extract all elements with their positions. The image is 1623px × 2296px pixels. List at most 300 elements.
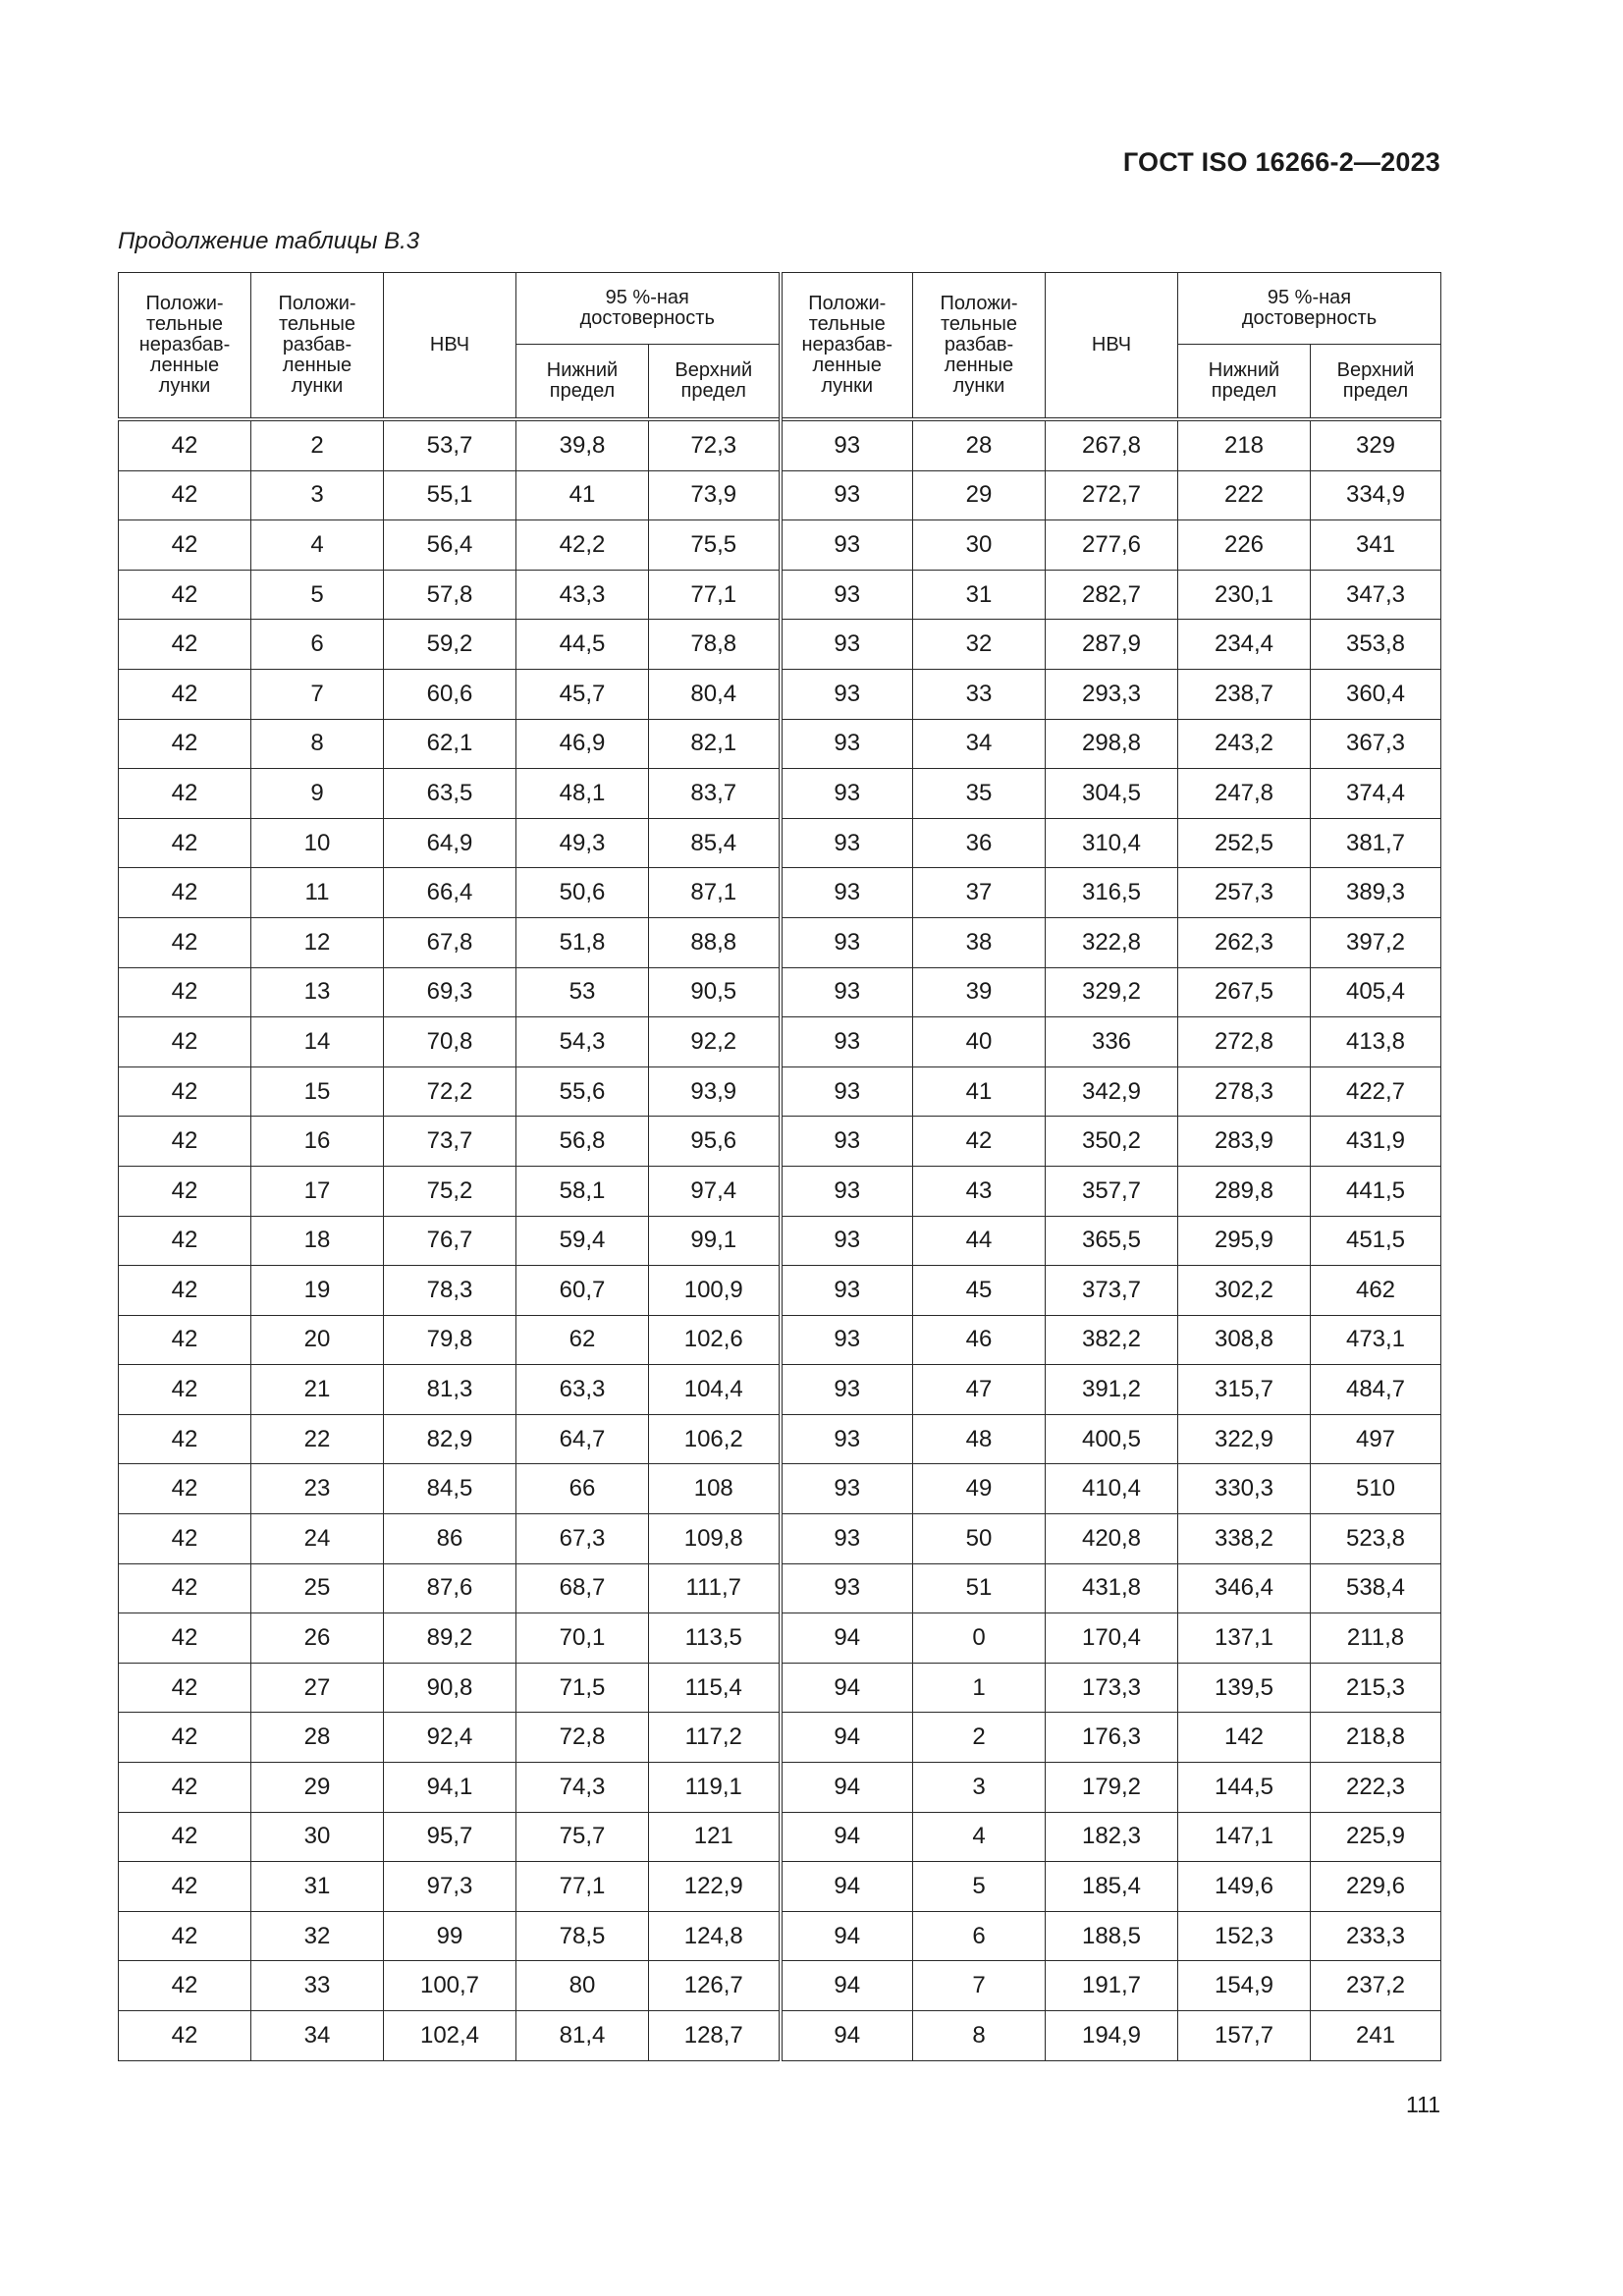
table-cell: 170,4 [1046, 1613, 1178, 1664]
table-cell: 389,3 [1311, 868, 1441, 918]
table-cell: 93 [781, 719, 913, 769]
table-cell: 42 [913, 1117, 1046, 1167]
table-cell: 93 [781, 419, 913, 470]
table-cell: 329,2 [1046, 967, 1178, 1017]
table-cell: 92,4 [384, 1713, 516, 1763]
table-cell: 71,5 [516, 1663, 649, 1713]
table-cell: 51 [913, 1563, 1046, 1613]
table-cell: 55,6 [516, 1066, 649, 1117]
table-cell: 42 [119, 868, 251, 918]
table-cell: 97,4 [649, 1166, 781, 1216]
table-cell: 237,2 [1311, 1961, 1441, 2011]
table-cell: 34 [251, 2011, 384, 2061]
table-cell: 78,5 [516, 1911, 649, 1961]
table-cell: 42 [119, 620, 251, 670]
table-cell: 144,5 [1178, 1763, 1311, 1813]
table-cell: 44,5 [516, 620, 649, 670]
table-cell: 42 [119, 2011, 251, 2061]
table-cell: 42 [119, 1911, 251, 1961]
table-cell: 100,9 [649, 1266, 781, 1316]
table-row [119, 1514, 1441, 1564]
table-cell: 95,7 [384, 1812, 516, 1862]
table-cell: 97,3 [384, 1862, 516, 1912]
table-cell: 142 [1178, 1713, 1311, 1763]
table-cell: 27 [251, 1663, 384, 1713]
table-cell: 0 [913, 1613, 1046, 1664]
table-cell: 7 [251, 669, 384, 719]
table-cell: 24 [251, 1514, 384, 1564]
table-cell: 382,2 [1046, 1315, 1178, 1365]
table-cell: 42 [119, 719, 251, 769]
table-cell: 304,5 [1046, 769, 1178, 819]
table-cell: 149,6 [1178, 1862, 1311, 1912]
table-row [119, 818, 1441, 868]
table-cell: 8 [913, 2011, 1046, 2061]
table-row [119, 917, 1441, 967]
table-cell: 41 [516, 470, 649, 520]
table-cell: 139,5 [1178, 1663, 1311, 1713]
table-cell: 109,8 [649, 1514, 781, 1564]
table-cell: 15 [251, 1066, 384, 1117]
table-cell: 93 [781, 1066, 913, 1117]
table-cell: 124,8 [649, 1911, 781, 1961]
table-cell: 94 [781, 1911, 913, 1961]
table-row [119, 620, 1441, 670]
table-cell: 73,9 [649, 470, 781, 520]
table-cell: 45,7 [516, 669, 649, 719]
table-cell: 322,8 [1046, 917, 1178, 967]
table-cell: 5 [251, 570, 384, 620]
table-body [119, 419, 1441, 2060]
header-line: неразбав- [138, 334, 231, 355]
table-cell: 77,1 [649, 570, 781, 620]
table-row [119, 1166, 1441, 1216]
table-cell: 410,4 [1046, 1464, 1178, 1514]
table-cell: 441,5 [1311, 1166, 1441, 1216]
table-row [119, 1812, 1441, 1862]
table-cell: 72,8 [516, 1713, 649, 1763]
table-cell: 222 [1178, 470, 1311, 520]
table-cell: 42 [119, 1216, 251, 1266]
table-cell: 51,8 [516, 917, 649, 967]
table-cell: 117,2 [649, 1713, 781, 1763]
table-cell: 88,8 [649, 917, 781, 967]
table-cell: 119,1 [649, 1763, 781, 1813]
table-cell: 523,8 [1311, 1514, 1441, 1564]
table-cell: 37 [913, 868, 1046, 918]
table-cell: 93 [781, 1365, 913, 1415]
table-cell: 55,1 [384, 470, 516, 520]
table-cell: 10 [251, 818, 384, 868]
table-cell: 93 [781, 818, 913, 868]
table-row [119, 967, 1441, 1017]
table-cell: 57,8 [384, 570, 516, 620]
table-cell: 154,9 [1178, 1961, 1311, 2011]
table-cell: 222,3 [1311, 1763, 1441, 1813]
table-row [119, 570, 1441, 620]
table-cell: 30 [913, 520, 1046, 571]
header-line: разбав- [944, 334, 1014, 355]
table-cell: 67,3 [516, 1514, 649, 1564]
table-cell: 58,1 [516, 1166, 649, 1216]
header-line: лунки [952, 375, 1005, 397]
table-cell: 4 [913, 1812, 1046, 1862]
table-cell: 78,8 [649, 620, 781, 670]
table-cell: 191,7 [1046, 1961, 1178, 2011]
table-cell: 22 [251, 1414, 384, 1464]
table-cell: 194,9 [1046, 2011, 1178, 2061]
table-cell: 233,3 [1311, 1911, 1441, 1961]
table-cell: 350,2 [1046, 1117, 1178, 1167]
table-cell: 59,4 [516, 1216, 649, 1266]
table-cell: 49 [913, 1464, 1046, 1514]
table-cell: 405,4 [1311, 967, 1441, 1017]
table-cell: 93 [781, 1414, 913, 1464]
table-cell: 182,3 [1046, 1812, 1178, 1862]
table-cell: 342,9 [1046, 1066, 1178, 1117]
table-cell: 42 [119, 1961, 251, 2011]
table-cell: 82,1 [649, 719, 781, 769]
table-cell: 42 [119, 1514, 251, 1564]
table-cell: 241 [1311, 2011, 1441, 2061]
table-cell: 257,3 [1178, 868, 1311, 918]
table-cell: 93 [781, 917, 913, 967]
header-line: предел [549, 380, 616, 402]
table-cell: 316,5 [1046, 868, 1178, 918]
table-cell: 272,8 [1178, 1017, 1311, 1067]
table-cell: 336 [1046, 1017, 1178, 1067]
table-row [119, 1862, 1441, 1912]
header-positive-diluted-right [913, 273, 1046, 420]
table-cell: 42 [119, 1365, 251, 1415]
table-cell: 49,3 [516, 818, 649, 868]
table-cell: 346,4 [1178, 1563, 1311, 1613]
table-cell: 152,3 [1178, 1911, 1311, 1961]
table-cell: 70,8 [384, 1017, 516, 1067]
table-cell: 48,1 [516, 769, 649, 819]
header-line: ленные [812, 355, 882, 376]
table-cell: 315,7 [1178, 1365, 1311, 1415]
table-cell: 113,5 [649, 1613, 781, 1664]
table-cell: 4 [251, 520, 384, 571]
table-cell: 80,4 [649, 669, 781, 719]
table-cell: 93 [781, 1266, 913, 1316]
table-cell: 295,9 [1178, 1216, 1311, 1266]
table-cell: 53,7 [384, 419, 516, 470]
table-cell: 43 [913, 1166, 1046, 1216]
table-cell: 510 [1311, 1464, 1441, 1514]
table-cell: 93 [781, 669, 913, 719]
table-cell: 87,6 [384, 1563, 516, 1613]
table-cell: 50,6 [516, 868, 649, 918]
table-cell: 497 [1311, 1414, 1441, 1464]
table-cell: 26 [251, 1613, 384, 1664]
table-cell: 42 [119, 967, 251, 1017]
table-cell: 69,3 [384, 967, 516, 1017]
header-line: Положи- [145, 293, 224, 314]
table-row [119, 868, 1441, 918]
table-cell: 62 [516, 1315, 649, 1365]
table-caption: Продолжение таблицы В.3 [118, 228, 420, 254]
header-line: предел [1211, 380, 1277, 402]
table-cell: 39 [913, 967, 1046, 1017]
table-cell: 397,2 [1311, 917, 1441, 967]
table-cell: 42 [119, 1563, 251, 1613]
table-cell: 176,3 [1046, 1713, 1178, 1763]
table-cell: 85,4 [649, 818, 781, 868]
table-cell: 74,3 [516, 1763, 649, 1813]
table-row [119, 470, 1441, 520]
table-cell: 42,2 [516, 520, 649, 571]
table-cell: 365,5 [1046, 1216, 1178, 1266]
table-cell: 93 [781, 1563, 913, 1613]
table-cell: 29 [913, 470, 1046, 520]
table-cell: 9 [251, 769, 384, 819]
table-cell: 93 [781, 1017, 913, 1067]
table-cell: 108 [649, 1464, 781, 1514]
table-cell: 42 [119, 1266, 251, 1316]
table-cell: 93 [781, 967, 913, 1017]
header-line: предел [680, 380, 746, 402]
table-cell: 14 [251, 1017, 384, 1067]
table-cell: 17 [251, 1166, 384, 1216]
table-cell: 42 [119, 1812, 251, 1862]
table-cell: 21 [251, 1365, 384, 1415]
table-cell: 36 [913, 818, 1046, 868]
table-cell: 93 [781, 1166, 913, 1216]
table-row [119, 1017, 1441, 1067]
table-row [119, 1266, 1441, 1316]
table-cell: 72,3 [649, 419, 781, 470]
table-cell: 30 [251, 1812, 384, 1862]
table-row [119, 1216, 1441, 1266]
header-line: Верхний [1336, 359, 1415, 381]
table-cell: 66 [516, 1464, 649, 1514]
table-cell: 89,2 [384, 1613, 516, 1664]
table-cell: 45 [913, 1266, 1046, 1316]
table-cell: 137,1 [1178, 1613, 1311, 1664]
table-cell: 93 [781, 769, 913, 819]
table-cell: 6 [251, 620, 384, 670]
table-cell: 72,2 [384, 1066, 516, 1117]
table-cell: 93 [781, 868, 913, 918]
table-row [119, 719, 1441, 769]
table-cell: 462 [1311, 1266, 1441, 1316]
table-cell: 31 [251, 1862, 384, 1912]
table-cell: 25 [251, 1563, 384, 1613]
table-cell: 289,8 [1178, 1166, 1311, 1216]
header-line: лунки [821, 375, 874, 397]
table-cell: 225,9 [1311, 1812, 1441, 1862]
table-cell: 42 [119, 1613, 251, 1664]
table-cell: 33 [251, 1961, 384, 2011]
table-row [119, 1663, 1441, 1713]
table-cell: 2 [913, 1713, 1046, 1763]
table-row [119, 1713, 1441, 1763]
table-cell: 84,5 [384, 1464, 516, 1514]
header-line: разбав- [282, 334, 352, 355]
table-cell: 43,3 [516, 570, 649, 620]
table-cell: 94 [781, 2011, 913, 2061]
table-cell: 157,7 [1178, 2011, 1311, 2061]
table-row [119, 1365, 1441, 1415]
table-cell: 42 [119, 1713, 251, 1763]
table-cell: 66,4 [384, 868, 516, 918]
table-cell: 5 [913, 1862, 1046, 1912]
table-cell: 60,6 [384, 669, 516, 719]
table-cell: 147,1 [1178, 1812, 1311, 1862]
table-cell: 400,5 [1046, 1414, 1178, 1464]
table-cell: 247,8 [1178, 769, 1311, 819]
table-cell: 29 [251, 1763, 384, 1813]
table-cell: 83,7 [649, 769, 781, 819]
table-cell: 42 [119, 1017, 251, 1067]
table-cell: 211,8 [1311, 1613, 1441, 1664]
header-line: предел [1342, 380, 1409, 402]
table-cell: 538,4 [1311, 1563, 1441, 1613]
table-cell: 93 [781, 1464, 913, 1514]
table-cell: 420,8 [1046, 1514, 1178, 1564]
table-cell: 6 [913, 1911, 1046, 1961]
header-line: достоверность [1241, 307, 1378, 329]
table-row [119, 1414, 1441, 1464]
table-cell: 34 [913, 719, 1046, 769]
table-cell: 32 [251, 1911, 384, 1961]
header-positive-diluted-left [251, 273, 384, 420]
table-cell: 40 [913, 1017, 1046, 1067]
table-cell: 32 [913, 620, 1046, 670]
table-cell: 67,8 [384, 917, 516, 967]
table-cell: 185,4 [1046, 1862, 1178, 1912]
table-cell: 75,7 [516, 1812, 649, 1862]
table-cell: 229,6 [1311, 1862, 1441, 1912]
table-row [119, 419, 1441, 470]
table-cell: 93 [781, 1514, 913, 1564]
table-cell: 310,4 [1046, 818, 1178, 868]
table-cell: 8 [251, 719, 384, 769]
table-row [119, 2011, 1441, 2061]
table-row [119, 1464, 1441, 1514]
table-cell: 39,8 [516, 419, 649, 470]
table-cell: 298,8 [1046, 719, 1178, 769]
header-confidence-right [1178, 273, 1441, 345]
table-cell: 215,3 [1311, 1663, 1441, 1713]
table-cell: 75,2 [384, 1166, 516, 1216]
table-cell: 94 [781, 1812, 913, 1862]
table-cell: 60,7 [516, 1266, 649, 1316]
table-cell: 42 [119, 1166, 251, 1216]
table-cell: 267,5 [1178, 967, 1311, 1017]
table-cell: 267,8 [1046, 419, 1178, 470]
header-line: Положи- [940, 293, 1018, 314]
table-cell: 278,3 [1178, 1066, 1311, 1117]
table-cell: 360,4 [1311, 669, 1441, 719]
table-cell: 93 [781, 520, 913, 571]
table-cell: 35 [913, 769, 1046, 819]
header-line: Положи- [278, 293, 356, 314]
header-line: Нижний [546, 359, 619, 381]
table-cell: 64,7 [516, 1414, 649, 1464]
table-row [119, 1613, 1441, 1664]
table-cell: 93 [781, 1216, 913, 1266]
table-cell: 90,8 [384, 1663, 516, 1713]
table-cell: 7 [913, 1961, 1046, 2011]
table-cell: 86 [384, 1514, 516, 1564]
table-cell: 42 [119, 1862, 251, 1912]
table-cell: 68,7 [516, 1563, 649, 1613]
table-cell: 70,1 [516, 1613, 649, 1664]
table-cell: 431,8 [1046, 1563, 1178, 1613]
table-cell: 94 [781, 1663, 913, 1713]
table-cell: 92,2 [649, 1017, 781, 1067]
table-cell: 283,9 [1178, 1117, 1311, 1167]
table-cell: 413,8 [1311, 1017, 1441, 1067]
table-cell: 13 [251, 967, 384, 1017]
table-cell: 93 [781, 620, 913, 670]
table-cell: 353,8 [1311, 620, 1441, 670]
table-cell: 102,4 [384, 2011, 516, 2061]
table-cell: 302,2 [1178, 1266, 1311, 1316]
table-cell: 42 [119, 1117, 251, 1167]
table-row [119, 520, 1441, 571]
table-cell: 243,2 [1178, 719, 1311, 769]
table-cell: 95,6 [649, 1117, 781, 1167]
header-line: 95 %-ная [1267, 287, 1352, 308]
table-cell: 329 [1311, 419, 1441, 470]
table-cell: 46,9 [516, 719, 649, 769]
header-line: тельные [808, 313, 886, 335]
header-line: Нижний [1208, 359, 1280, 381]
table-cell: 78,3 [384, 1266, 516, 1316]
table-cell: 3 [913, 1763, 1046, 1813]
table-cell: 63,3 [516, 1365, 649, 1415]
header-line: тельные [145, 313, 224, 335]
table-cell: 42 [119, 769, 251, 819]
table-cell: 431,9 [1311, 1117, 1441, 1167]
header-line: лунки [291, 375, 344, 397]
table-cell: 42 [119, 1663, 251, 1713]
page-number: 111 [1406, 2092, 1440, 2117]
table-cell: 81,4 [516, 2011, 649, 2061]
table-cell: 42 [119, 917, 251, 967]
table-cell: 31 [913, 570, 1046, 620]
table-cell: 93 [781, 570, 913, 620]
header-confidence-left [516, 273, 781, 345]
table-cell: 128,7 [649, 2011, 781, 2061]
table-cell: 48 [913, 1414, 1046, 1464]
table-cell: 81,3 [384, 1365, 516, 1415]
table-cell: 20 [251, 1315, 384, 1365]
table-cell: 287,9 [1046, 620, 1178, 670]
table-cell: 373,7 [1046, 1266, 1178, 1316]
header-line: лунки [158, 375, 211, 397]
table-cell: 28 [251, 1713, 384, 1763]
table-cell: 44 [913, 1216, 1046, 1266]
table-cell: 94 [781, 1713, 913, 1763]
table-cell: 23 [251, 1464, 384, 1514]
header-lower-right [1178, 345, 1311, 420]
header-line: ленные [149, 355, 220, 376]
header-line: Верхний [675, 359, 753, 381]
table-cell: 218 [1178, 419, 1311, 470]
table-cell: 42 [119, 470, 251, 520]
header-mpn-right: НВЧ [1046, 273, 1178, 420]
header-line: ленные [944, 355, 1014, 376]
table-cell: 347,3 [1311, 570, 1441, 620]
table-cell: 42 [119, 419, 251, 470]
table-cell: 28 [913, 419, 1046, 470]
table-cell: 293,3 [1046, 669, 1178, 719]
